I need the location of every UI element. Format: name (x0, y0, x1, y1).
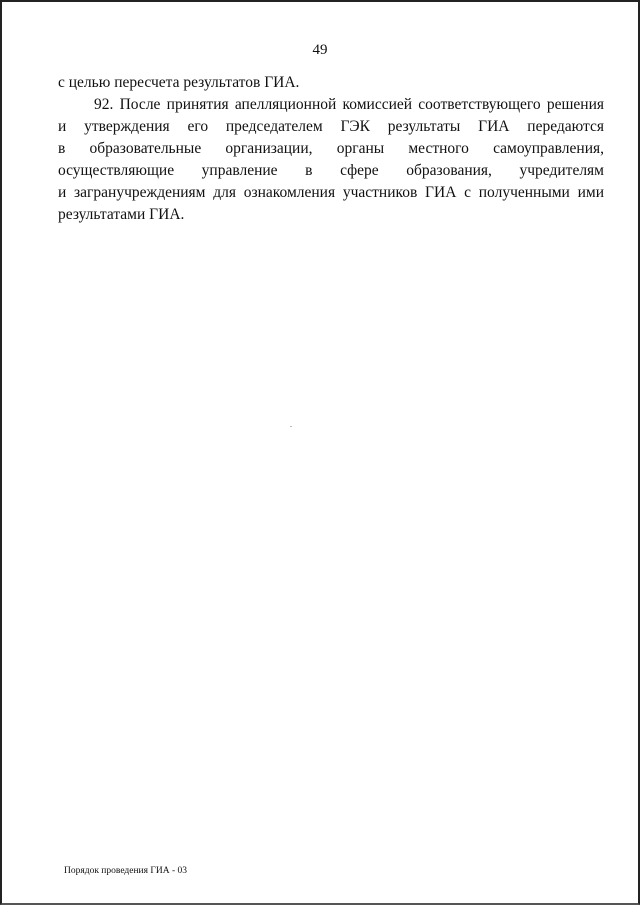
text-line: и загранучреждениям для ознакомления участников ГИА с полученными ими (58, 184, 604, 201)
document-body (58, 72, 604, 226)
page-number: 49 (312, 42, 328, 58)
text-line: в образовательные организации, органы местного самоуправления, (58, 140, 604, 157)
text-line: и утверждения его председателем ГЭК результаты ГИА передаются (58, 118, 604, 135)
text-line: осуществляющие управление в сфере образования, учредителям (58, 162, 604, 179)
scan-speck (290, 426, 292, 427)
paragraph-start-line: 92. После принятия апелляционной комиссией соответствующего решения (94, 96, 604, 113)
text-line: результатами ГИА. (58, 206, 185, 223)
text-line: с целью пересчета результатов ГИА. (58, 74, 300, 91)
document-footer: Порядок проведения ГИА - 03 (64, 866, 187, 876)
